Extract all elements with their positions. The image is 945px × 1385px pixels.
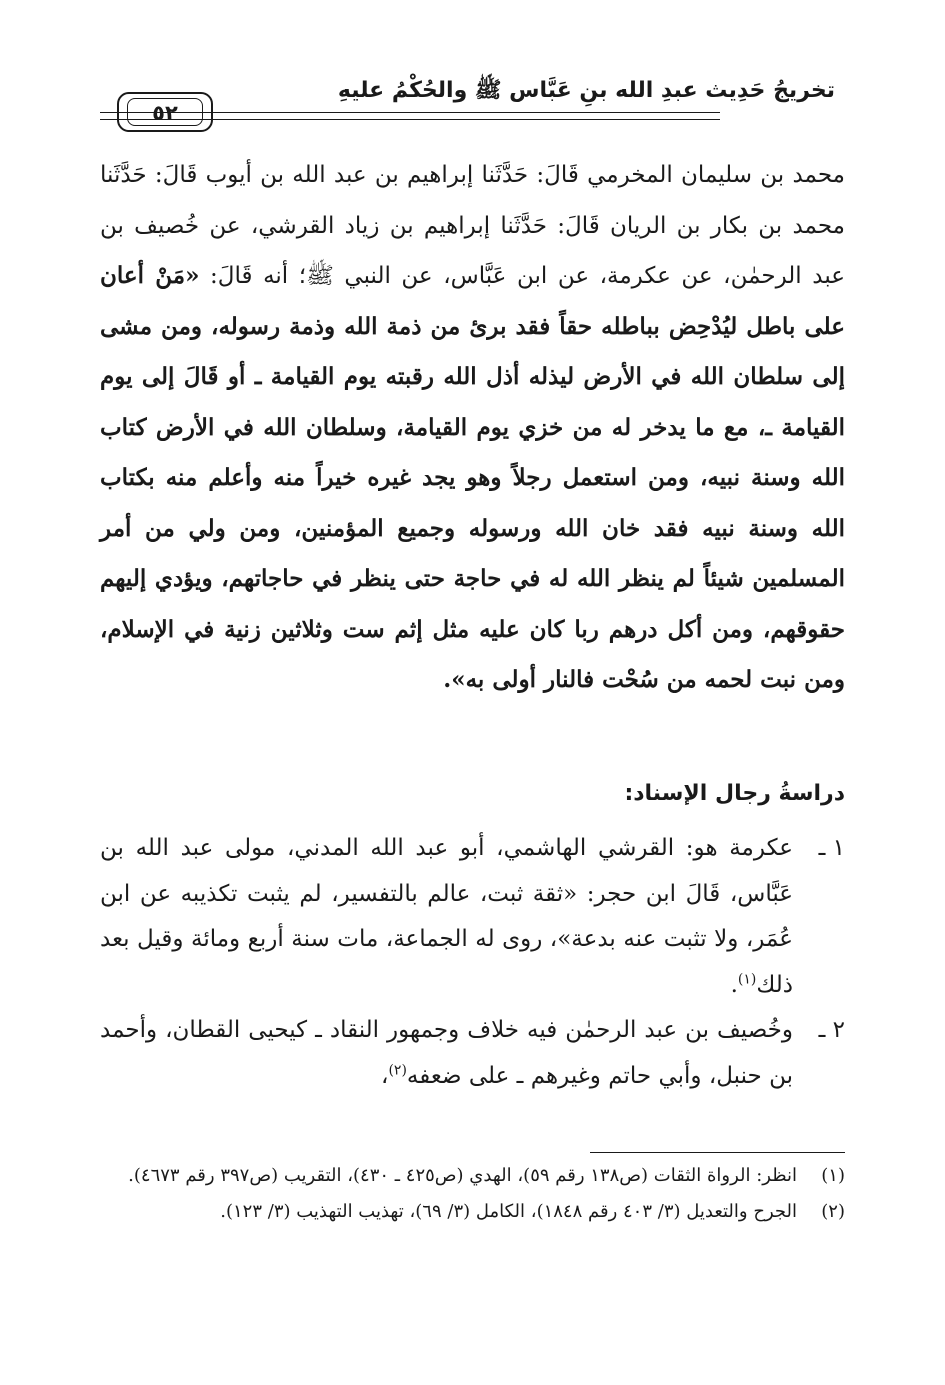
running-header [100,74,845,134]
narrator-number: ١ ـ [818,835,845,861]
narrator-list [100,826,845,1099]
footnote-ref[interactable]: (٢) [388,1061,407,1078]
narrator-item [100,1008,845,1099]
hadith-text [100,150,845,706]
narrator-text: عكرمة هو: القرشي الهاشمي، أبو عبد الله المدني، مولى عبد الله بن عَبَّاس، قَالَ ابن حجر: «ثقة ثبت، عالم بالتفسير، لم يثبت تكذيبه عن ابن عُمَر، ولا تثبت عنه بدعة»، روى له الجماعة، مات سنة أربع ومائة وقيل بعد ذلك [100,835,793,998]
section-heading: دراسةُ رجال الإسناد: [624,781,845,806]
narrator-text: وخُصيف بن عبد الرحمٰن فيه خلاف وجمهور النقاد ـ كيحيى القطان، وأحمد بن حنبل، وأبي حاتم وغيرهم ـ على ضعفه [100,1017,793,1089]
footnote-number: (٢) [821,1201,845,1222]
page-number-box [117,92,213,132]
footnote [100,1196,845,1228]
footnote-text: الجرح والتعديل (٣/ ٤٠٣ رقم ١٨٤٨)، الكامل (٣/ ٦٩)، تهذيب التهذيب (٣/ ١٢٣). [220,1201,797,1222]
narrator-number: ٢ ـ [818,1017,845,1043]
narrator-item [100,826,845,1008]
footnote-ref[interactable]: (١) [737,970,757,987]
page-number: ٥٢ [127,98,203,126]
page-number-frame [100,92,225,132]
frame-line [100,112,116,113]
footnote-separator [590,1152,845,1153]
footnote [100,1160,845,1192]
hadith-paragraph [100,150,845,706]
matn-text: «مَنْ أعان على باطل ليُدْحِض بباطله حقاً فقد برئ من ذمة الله وذمة رسوله، ومن مشى إلى سلطان الله في الأرض ليذله أذل الله رقبته يوم القيامة ـ أو قَالَ إلى يوم القيامة ـ، مع ما يدخر له من خزي يوم القيامة، وسلطان الله في الأرض كتاب الله وسنة نبيه، ومن استعمل رجلاً وهو يجد غيره خيراً منه وأعلم منه بكتاب الله وسنة نبيه فقد خان الله ورسوله وجميع المؤمنين، ومن ولي من أمر المسلمين شيئاً لم ينظر الله له في حاجة حتى ينظر في حاجاتهم، ويؤدي إليهم حقوقهم، ومن أكل درهم ربا كان عليه مثل إثم ست وثلاثين زنية في الإسلام، ومن نبت لحمه من سُحْت فالنار أولى به». [100,262,845,693]
narrator-tail: ، [381,1062,389,1089]
isnad-text: محمد بن سليمان المخرمي قَالَ: حَدَّثَنا إبراهيم بن عبد الله بن أيوب قَالَ: حَدَّثَنا محمد بن بكار بن الريان قَالَ: حَدَّثَنا إبراهيم بن زياد القرشي، عن خُصيف بن عبد الرحمٰن، عن عكرمة، عن ابن عَبَّاس، عن النبي ﷺ؛ أنه قَالَ: [100,162,845,289]
footnotes [100,1160,845,1232]
frame-line [100,119,116,120]
footnote-number: (١) [821,1165,845,1186]
footnote-text: انظر: الرواة الثقات (ص١٣٨ رقم ٥٩)، الهدي (ص٤٢٥ ـ ٤٣٠)، التقريب (ص٣٩٧ رقم ٤٦٧٣). [128,1165,797,1186]
running-title: تخريجُ حَدِيث عبدِ الله بنِ عَبَّاس ﷺ والحُكْمُ عليهِ [337,78,835,103]
narrator-tail: . [730,971,738,998]
